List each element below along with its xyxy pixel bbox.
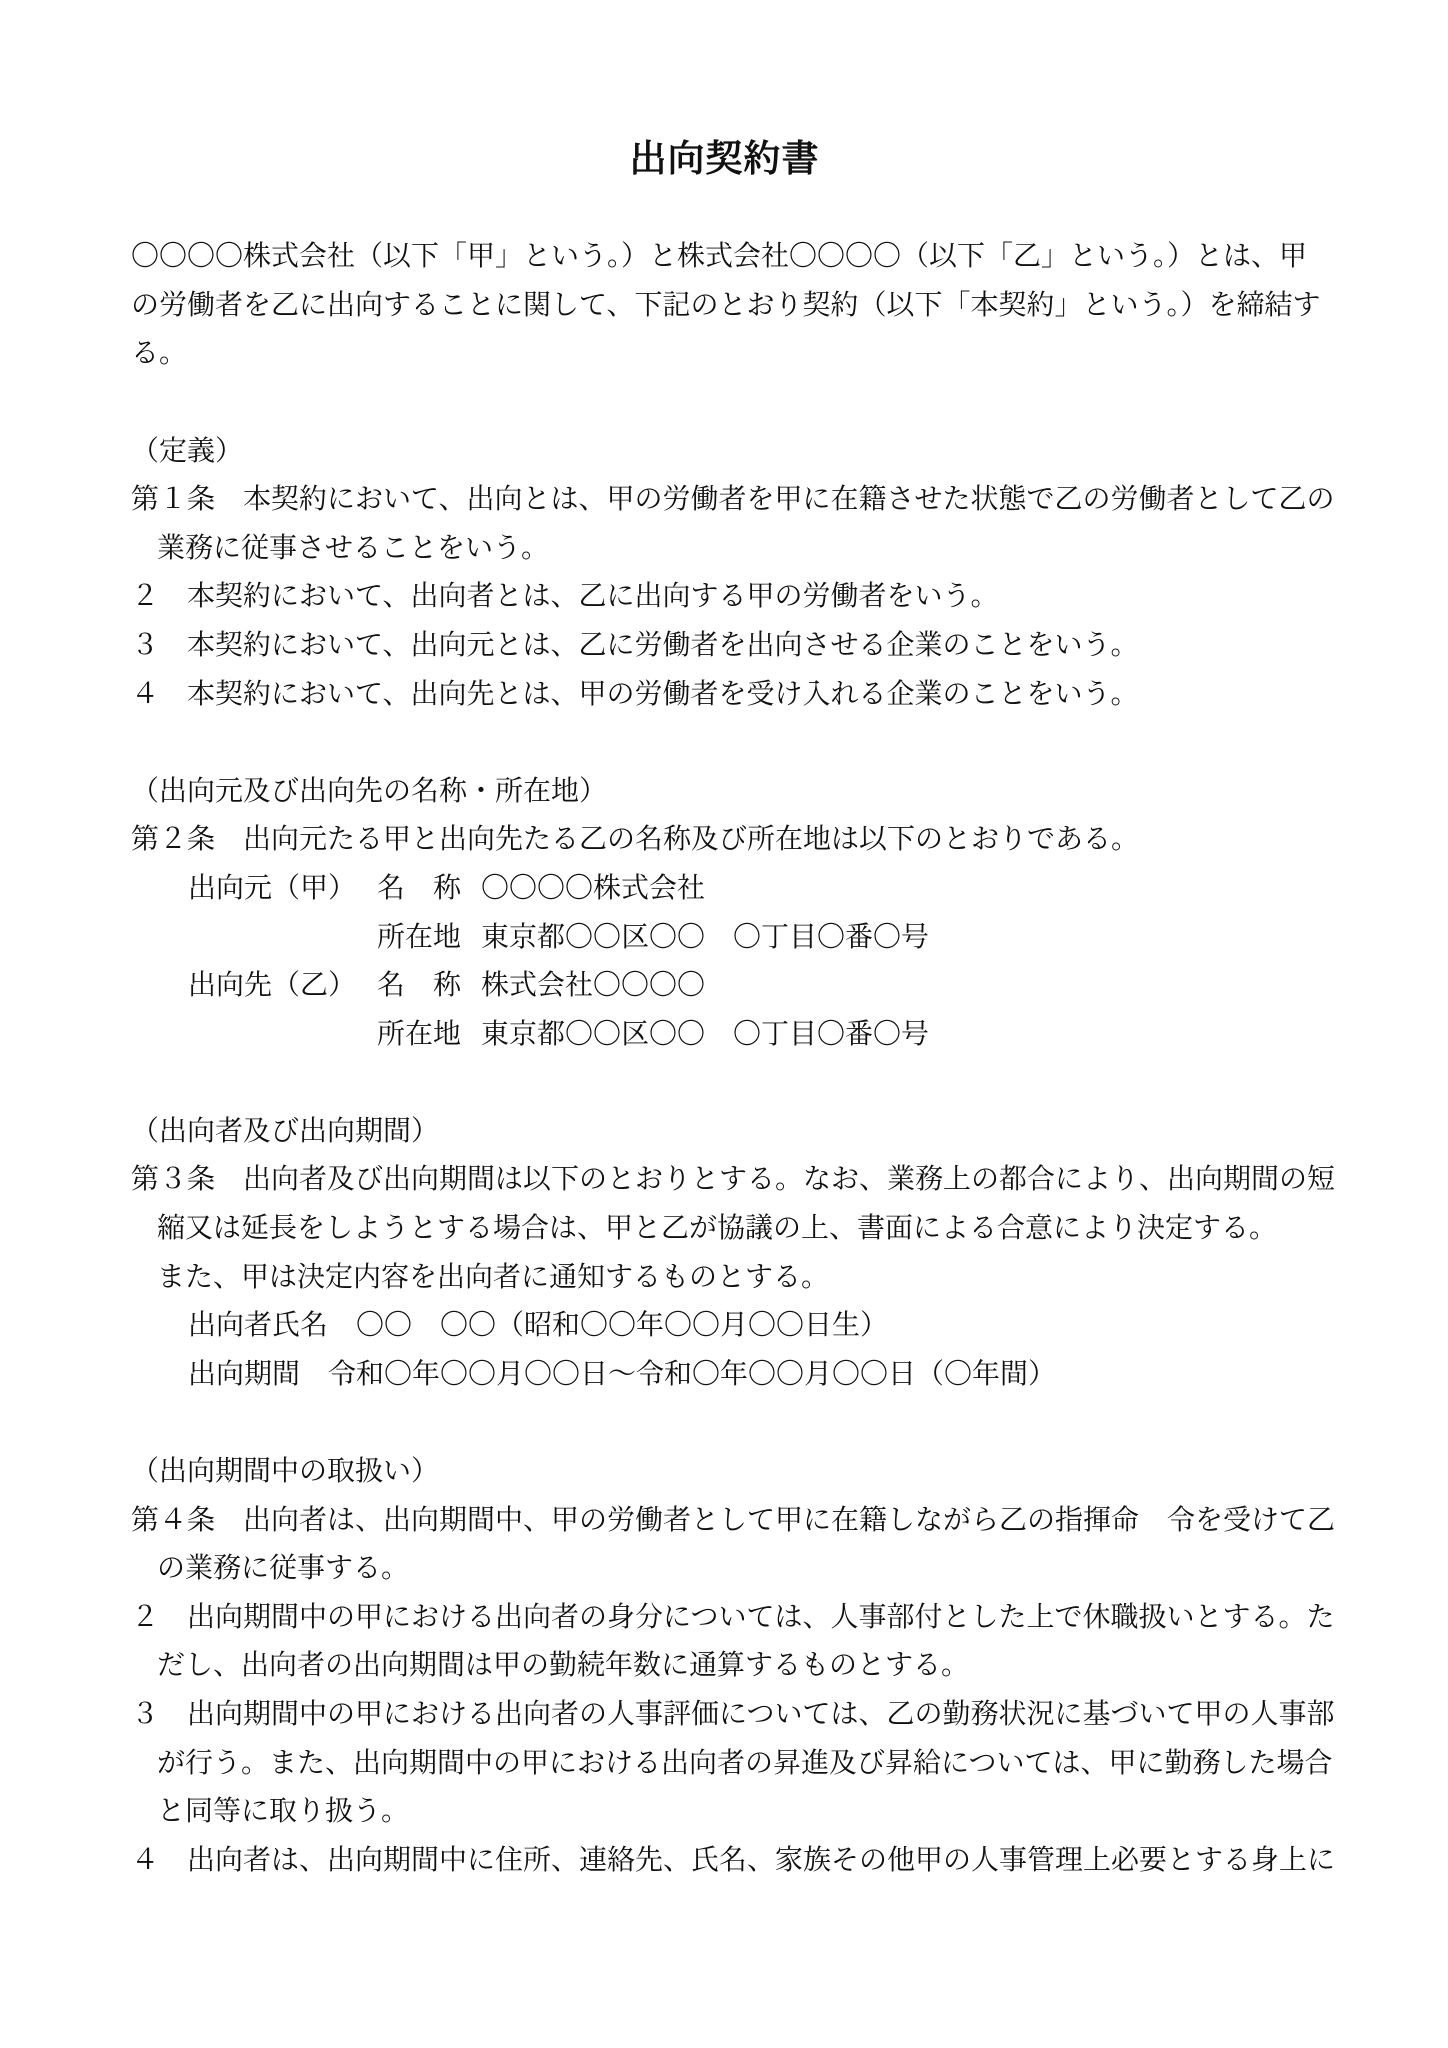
document-body (131, 184, 1348, 1885)
kv-value: 株式会社〇〇〇〇 (481, 969, 706, 1001)
document-line: ３ 本契約において、出向元とは、乙に労働者を出向させる企業のことをいう。 (131, 628, 1139, 660)
document-kv-line (131, 913, 1348, 962)
document-line: （定義） (131, 434, 244, 466)
kv-key: 所在地 (377, 1017, 462, 1049)
document-line: ２ 出向期間中の甲における出向者の身分については、人事部付とした上で休職扱いとする。た (131, 1600, 1335, 1632)
document-line: が行う。また、出向期間中の甲における出向者の昇進及び昇給については、甲に勤務した場合 (157, 1746, 1333, 1778)
blank-line (131, 1398, 1348, 1447)
document-line: 業務に従事させることをいう。 (157, 531, 550, 563)
document-line: ４ 出向者は、出向期間中に住所、連絡先、氏名、家族その他甲の人事管理上必要とする身上に (131, 1843, 1336, 1875)
document-title: 出向契約書 (629, 138, 820, 179)
document-line: 出向期間 令和〇年〇〇月〇〇日～令和〇年〇〇月〇〇日（〇年間） (188, 1357, 1057, 1389)
document-line: だし、出向者の出向期間は甲の勤続年数に通算するものとする。 (157, 1649, 970, 1681)
document-line: （出向者及び出向期間） (131, 1114, 440, 1146)
blank-line (131, 1058, 1348, 1107)
document-line: る。 (131, 337, 188, 369)
document-line: また、甲は決定内容を出向者に通知するものとする。 (157, 1260, 830, 1292)
blank-line (131, 184, 1348, 233)
document-line: 出向者氏名 〇〇 〇〇（昭和〇〇年〇〇月〇〇日生） (188, 1309, 889, 1341)
document-line: 縮又は延長をしようとする場合は、甲と乙が協議の上、書面による合意により決定する。 (157, 1212, 1278, 1244)
kv-key: 所在地 (377, 920, 462, 952)
document-line: 第３条 出向者及び出向期間は以下のとおりとする。なお、業務上の都合により、出向期間の短 (131, 1163, 1336, 1195)
document-kv-line (131, 864, 1348, 913)
document-line: ４ 本契約において、出向先とは、甲の労働者を受け入れる企業のことをいう。 (131, 677, 1139, 709)
document-line: の労働者を乙に出向することに関して、下記のとおり契約（以下「本契約」という。）を締結す (131, 288, 1321, 320)
blank-line (131, 378, 1348, 427)
kv-key: 名 称 (377, 969, 462, 1001)
kv-label: 出向先（乙） (188, 969, 357, 1001)
blank-line (131, 718, 1348, 767)
document-line: ３ 出向期間中の甲における出向者の人事評価については、乙の勤務状況に基づいて甲の人事部 (131, 1698, 1335, 1729)
document-kv-line (131, 961, 1348, 1010)
document-line: 第４条 出向者は、出向期間中、甲の労働者として甲に在籍しながら乙の指揮命 令を受けて乙 (131, 1503, 1336, 1535)
document-line: の業務に従事する。 (157, 1552, 410, 1584)
kv-label: 出向元（甲） (188, 871, 357, 903)
kv-value: 東京都〇〇区〇〇 〇丁目〇番〇号 (481, 1017, 930, 1049)
document-line: 〇〇〇〇株式会社（以下「甲」という。）と株式会社〇〇〇〇（以下「乙」という。）とは、甲 (131, 240, 1308, 272)
document-kv-line (131, 1010, 1348, 1059)
kv-key: 名 称 (377, 871, 462, 903)
document-line: （出向期間中の取扱い） (131, 1455, 440, 1487)
document-line: ２ 本契約において、出向者とは、乙に出向する甲の労働者をいう。 (131, 580, 999, 612)
document-line: （出向元及び出向先の名称・所在地） (131, 774, 608, 806)
document-line: 第２条 出向元たる甲と出向先たる乙の名称及び所在地は以下のとおりである。 (131, 823, 1140, 855)
kv-value: 〇〇〇〇株式会社 (481, 871, 706, 903)
document-line: と同等に取り扱う。 (157, 1795, 410, 1827)
document-line: 第１条 本契約において、出向とは、甲の労働者を甲に在籍させた状態で乙の労働者として乙の (131, 483, 1335, 515)
kv-value: 東京都〇〇区〇〇 〇丁目〇番〇号 (481, 920, 930, 952)
